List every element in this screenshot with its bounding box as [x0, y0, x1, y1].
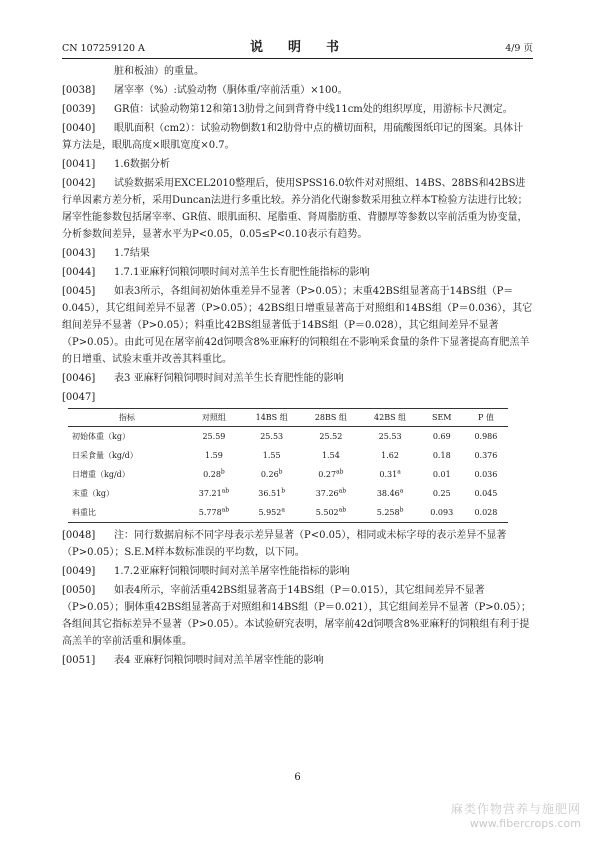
paragraph-text: 眼肌面积（cm2）：试验动物倒数1和2肋骨中点的横切面积，用硫酸图纸印记的图案。具体计算方法是，眼肌高度×眼肌宽度×0.7。: [62, 123, 524, 151]
page-header: [62, 36, 533, 59]
paragraph-text: 如表4所示，宰前活重42BS组显著高于14BS组（P＝0.015），其它组间差异不显著（P>0.05）；胴体重42BS组显著高于对照组和14BS组（P＝0.021），其它组间差异不显著（P>0.05）；各组间其它指标差异不显著（P>0.05）。本试验研究表明，屠宰前42d饲喂含8%亚麻籽的饲粮组有利于提高羔羊的宰前活重和胴体重。: [62, 585, 531, 647]
table-header-row: [68, 409, 508, 427]
paragraph-text: 注：同行数据肩标不同字母表示差异显著（P<0.05），相同或未标字母的表示差异不显著（P>0.05）；S.E.M样本数标准误的平均数，以下同。: [62, 530, 507, 558]
paragraph: [62, 175, 533, 243]
cell-value: 5.502: [315, 508, 339, 517]
significance-mark: b: [278, 468, 283, 476]
significance-mark: b: [399, 506, 404, 514]
table-cell: [464, 446, 508, 465]
table-header-cell: P 值: [464, 409, 508, 427]
paragraph-number: [0038]: [62, 85, 96, 96]
page-indicator: 4/9 页: [505, 43, 533, 54]
table-header-cell: 指标: [68, 409, 186, 427]
table-cell: [186, 503, 242, 523]
table-header-cell: 14BS 组: [242, 409, 301, 427]
cell-value: 0.25: [432, 489, 451, 498]
paragraph-text: 屠宰率（%）:试验动物（胴体重/宰前活重）×100。: [114, 85, 348, 96]
table-cell: [420, 465, 464, 484]
paragraph: [62, 527, 533, 561]
table-row: [68, 503, 508, 523]
cell-value: 0.376: [474, 451, 498, 460]
table-3: [68, 408, 508, 523]
paragraph-number: [0039]: [62, 104, 96, 115]
row-label: 末重（kg）: [72, 489, 114, 498]
table-cell: [420, 503, 464, 523]
paragraph-text: 1.7.1亚麻籽饲粮饲喂时间对羔羊生长育肥性能指标的影响: [114, 267, 370, 278]
paragraph-number: [0045]: [62, 286, 96, 297]
paragraph-text: 表3 亚麻籽饲粮饲喂时间对羔羊生长育肥性能的影响: [114, 373, 344, 384]
row-label: 日增重（kg/d）: [72, 470, 130, 479]
table-cell: [464, 465, 508, 484]
cell-value: 36.51: [258, 489, 282, 498]
row-label: 初始体重（kg）: [72, 432, 130, 441]
paragraph-number: [0049]: [62, 566, 96, 577]
paragraph-text: GR值：试验动物第12和第13肋骨之间到背脊中线11cm处的组织厚度，用游标卡尺测定。: [114, 104, 513, 115]
significance-mark: ab: [338, 506, 347, 514]
paragraph: [62, 82, 533, 99]
cell-value: 0.028: [474, 508, 498, 517]
table-cell: [301, 465, 360, 484]
table-cell: [360, 484, 419, 503]
table-cell: [186, 465, 242, 484]
cell-value: 25.59: [202, 432, 226, 441]
paragraph: [62, 563, 533, 580]
table-cell: [186, 484, 242, 503]
publication-number: CN 107259120 A: [62, 43, 145, 54]
table-cell: [464, 484, 508, 503]
cell-value: 37.21: [198, 489, 222, 498]
paragraph: [62, 370, 533, 387]
table-cell: [242, 503, 301, 523]
paragraph-text: 1.7结果: [114, 248, 150, 259]
cell-value: 5.952: [258, 508, 282, 517]
paragraph-number: [0042]: [62, 178, 96, 189]
table-row: [68, 427, 508, 447]
paragraph-number: [0040]: [62, 123, 96, 134]
paragraph: [62, 582, 533, 650]
table-cell: [420, 484, 464, 503]
significance-mark: ab: [336, 468, 344, 476]
table-row: [68, 484, 508, 503]
cell-value: 1.55: [262, 451, 281, 460]
table-cell: [186, 446, 242, 465]
paragraph: [62, 63, 533, 80]
table-cell: [242, 427, 301, 447]
table-cell: [360, 465, 419, 484]
cell-value: 5.258: [376, 508, 400, 517]
table-header-cell: 对照组: [186, 409, 242, 427]
paragraph-number: [0043]: [62, 248, 96, 259]
paragraph-number: [0050]: [62, 585, 96, 596]
watermark-name: 麻类作物营养与施肥网: [450, 802, 581, 816]
document-body: [62, 63, 533, 671]
paragraph-text: 1.6数据分析: [114, 159, 170, 170]
table-header-cell: 28BS 组: [301, 409, 360, 427]
table-row: [68, 465, 508, 484]
cell-value: 1.62: [381, 451, 399, 460]
paragraph-number: [0048]: [62, 530, 96, 541]
table-header-cell: 42BS 组: [360, 409, 419, 427]
paragraph: [62, 156, 533, 173]
cell-value: 38.46: [376, 489, 400, 498]
table-cell: [301, 484, 360, 503]
paragraph-number: [0041]: [62, 159, 96, 170]
significance-mark: a: [399, 487, 404, 495]
paragraph-text: 试验数据采用EXCEL2010整理后，使用SPSS16.0软件对对照组、14BS、28BS和42BS进行单因素方差分析，采用Duncan法进行多重比较。养分消化代谢参数采用独立样本T检验方法进行比较；屠宰性能参数包括屠宰率、GR值、眼肌面积、尾脂重、肾周脂肪重、背膘厚等参数以宰前活重为协变量，分析参数间差异，显著水平为P<0.05，0.05≤P<0.10表示有趋势。: [62, 178, 528, 240]
table-cell: [242, 484, 301, 503]
cell-value: 5.778: [198, 508, 222, 517]
paragraph-number: [0046]: [62, 373, 96, 384]
cell-value: 25.52: [319, 432, 343, 441]
watermark: [451, 800, 581, 830]
cell-value: 0.26: [260, 470, 279, 479]
cell-value: 0.31: [379, 470, 398, 479]
cell-value: 1.54: [321, 451, 340, 460]
table-cell: [464, 427, 508, 447]
table-cell: [301, 446, 360, 465]
table-cell: [360, 503, 419, 523]
paragraph-text: 1.7.2亚麻籽饲粮饲喂时间对羔羊屠宰性能指标的影响: [114, 566, 350, 577]
paragraph: [62, 264, 533, 281]
table-cell: [301, 503, 360, 523]
significance-mark: ab: [338, 487, 347, 495]
cell-value: 37.26: [315, 489, 339, 498]
table-row: [68, 446, 508, 465]
cell-value: 0.69: [432, 432, 451, 441]
table-cell: [242, 446, 301, 465]
significance-mark: a: [281, 506, 285, 514]
row-label: 日采食量（kg/d）: [72, 451, 138, 460]
table-cell: [420, 446, 464, 465]
paragraph: [62, 101, 533, 118]
cell-value: 0.27: [318, 470, 337, 479]
paragraph: [62, 389, 533, 406]
paragraph-number: [0044]: [62, 267, 96, 278]
row-label: 料重比: [68, 503, 186, 523]
paragraph-number: [0047]: [62, 392, 96, 403]
cell-value: 0.18: [432, 451, 451, 460]
paragraph-text: 如表3所示，各组间初始体重差异不显著（P>0.05）；末重42BS组显著高于14BS组（P＝0.045），其它组间差异不显著（P>0.05）；42BS组日增重显著高于对照组和14BS组（P＝0.036），其它组间差异不显著（P>0.05）；料重比42BS组显著低于14BS组（P＝0.028），其它组间差异不显著（P>0.05）。由此可见在屠宰前42d饲喂含8%亚麻籽的饲粮组在不影响采食量的条件下显著提高育肥羔羊的日增重、试验末重并改善其料重比。: [62, 286, 533, 365]
page-number: 6: [294, 772, 301, 783]
table-cell: [420, 427, 464, 447]
cell-value: 1.59: [205, 451, 223, 460]
cell-value: 25.53: [260, 432, 284, 441]
paragraph-text: 脏和板油）的重量。: [114, 66, 204, 77]
cell-value: 0.986: [474, 432, 498, 441]
paragraph-text: 表4 亚麻籽饲粮饲喂时间对羔羊屠宰性能的影响: [114, 655, 324, 666]
cell-value: 0.036: [474, 470, 498, 479]
watermark-url: www.fibercrops.com: [469, 817, 581, 830]
significance-mark: ab: [221, 506, 230, 514]
table-cell: [301, 427, 360, 447]
table-cell: [360, 427, 419, 447]
document-title: 说 明 书: [249, 40, 345, 55]
significance-mark: a: [397, 468, 401, 476]
paragraph: [62, 120, 533, 154]
significance-mark: b: [220, 468, 225, 476]
paragraph-number: [0051]: [62, 655, 96, 666]
paragraph: [62, 245, 533, 262]
table-cell: [360, 446, 419, 465]
table-header-cell: SEM: [420, 409, 464, 427]
cell-value: 0.01: [432, 470, 451, 479]
cell-value: 0.28: [203, 470, 221, 479]
cell-value: 0.093: [430, 508, 454, 517]
cell-value: 25.53: [378, 432, 402, 441]
cell-value: 0.045: [474, 489, 498, 498]
paragraph: [62, 652, 533, 669]
significance-mark: ab: [221, 487, 230, 495]
table-cell: [242, 465, 301, 484]
table-cell: [464, 503, 508, 523]
paragraph: [62, 283, 533, 368]
significance-mark: b: [281, 487, 286, 495]
table-cell: [186, 427, 242, 447]
